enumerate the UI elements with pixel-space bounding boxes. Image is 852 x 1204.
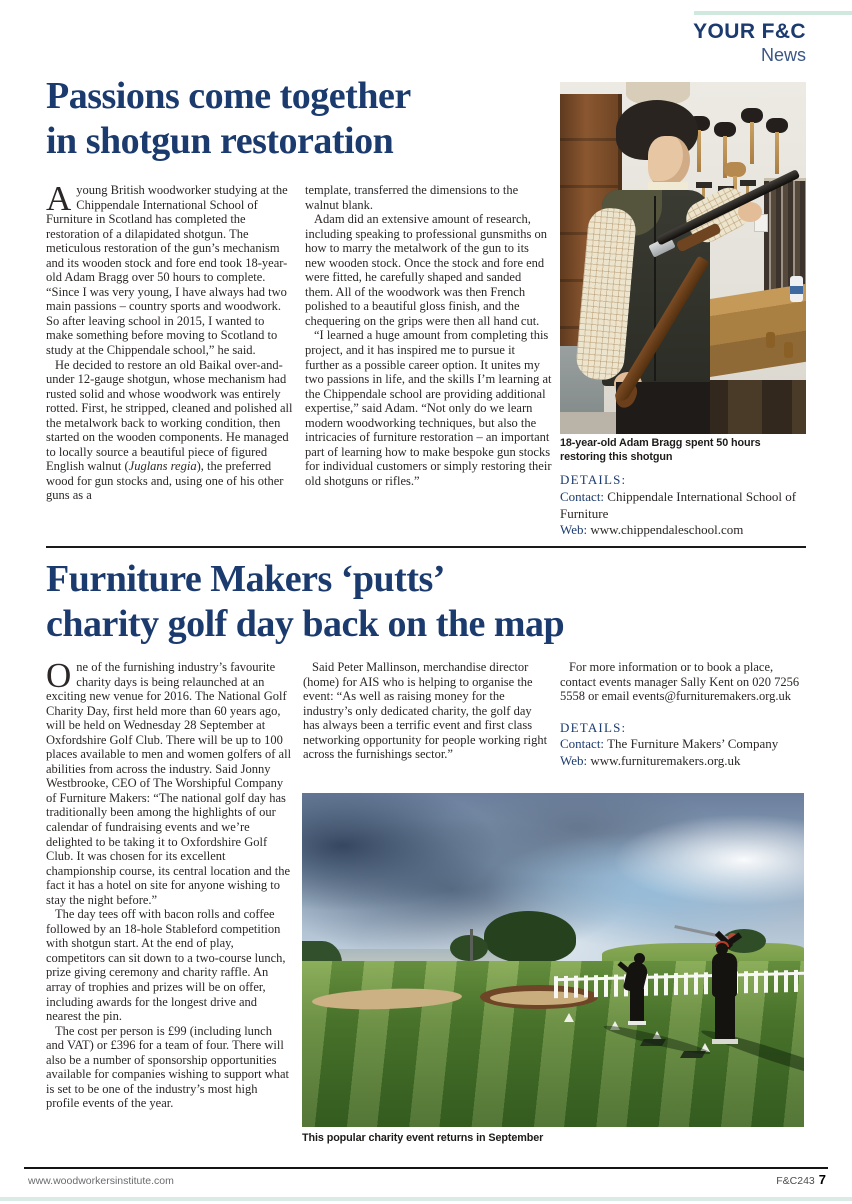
paragraph: template, transferred the dimensions to the walnut blank. — [305, 183, 519, 212]
latin-species-name: Juglans regia — [128, 459, 197, 474]
brand-title: YOUR F&C — [693, 20, 806, 43]
web-line — [560, 753, 806, 770]
contact-value: Chippendale International School of Furniture — [560, 488, 797, 521]
flag-pole — [470, 929, 473, 961]
bench-dog — [766, 332, 775, 348]
article2-column1 — [46, 656, 293, 1111]
golfer-legs — [630, 989, 644, 1023]
mallet-icon — [766, 118, 788, 133]
tee-marker — [564, 1013, 574, 1022]
contact-line — [560, 736, 806, 753]
paragraph: For more information or to book a place, contact events manager Sally Kent on 020 7256 5558 or email events@furnituremakers.org.uk — [560, 660, 800, 704]
article2-title — [46, 557, 564, 647]
person-face — [648, 136, 690, 186]
article1-title-line2: in shotgun restoration — [46, 120, 394, 162]
dropcap: A — [46, 179, 72, 218]
web-value: www.chippendaleschool.com — [590, 522, 744, 538]
mallet-icon — [741, 108, 763, 123]
paragraph-text: young British woodworker studying at the Chippendale International School of Furniture in Scotland has completed the restoration of a dilapidated shotgun. The meticulous restoration of the gun’s mechanism and its wooden stock and fore end took 18-year-old Adam Bragg over 50 hours to complete. “Since I was very young, I have always had two main passions – country sports and woodwork. So after leaving school in 2015, I wanted to make something before moving to Scotland to study at the Chippendale school,” he said. — [46, 183, 288, 358]
dropcap: O — [46, 656, 72, 695]
contact-value: The Furniture Makers’ Company — [607, 736, 779, 752]
page-number: 7 — [818, 1172, 826, 1187]
contact-label: Contact: — [560, 736, 605, 752]
glue-bottle — [790, 276, 803, 302]
hammer-icon — [740, 180, 756, 186]
web-label: Web: — [560, 522, 588, 538]
paragraph: The day tees off with bacon rolls and coffee followed by an 18-hole Stableford competition with shotgun start. At the end of play, competitors can sit down to a two-course lunch, prize giving ceremony and charity raffle. An array of trophies and prizes will be on offer, including awards for the longest drive and nearest the pin. — [46, 907, 286, 1024]
hammer-icon — [696, 182, 712, 188]
paragraph-text: ne of the furnishing industry’s favourite charity days is being relaunched at an exciting new venue for 2016. The National Golf Charity Day, first held more than 60 years ago, will be held on Wednesday 28 September at Oxfordshire Golf Club. There will be up to 100 places available to men and women golfers of all abilities from across the industry. Said Jonny Westbrooke, CEO of The Worshipful Company of Furniture Makers: “The national golf day has traditionally been among the highlights of our calendar of fundraising events and we’re delighted to be taking it to Oxfordshire Golf Club. It was chosen for its excellent championship course, its central location and the fact it has a hotel on site for anyone wishing to stay the night before.” — [46, 660, 292, 907]
paragraph: Said Peter Mallinson, merchandise director (home) for AIS who is helping to organise the event: “As well as raising money for the industry’s only dedicated charity, the golf day has always been a terrific event and first class networking opportunity for people working right across the furnishings sector.” — [303, 660, 548, 762]
photo1-caption: 18-year-old Adam Bragg spent 50 hours restoring this shotgun — [560, 437, 761, 463]
web-label: Web: — [560, 753, 588, 769]
teal-bottom-rule — [0, 1197, 852, 1201]
contact-label: Contact: — [560, 488, 605, 504]
article1-title — [46, 74, 411, 164]
article2-title-line1: Furniture Makers ‘putts’ — [46, 558, 445, 600]
article2-title-line2: charity golf day back on the map — [46, 603, 565, 645]
article-divider — [46, 546, 806, 548]
issue-code: F&C243 — [776, 1175, 815, 1187]
paragraph: “I learned a huge amount from completing this project, and it has inspired me to pursue it further as a possible career option. It unites my two passions in life, and the skills I’m learning at the Chippendale school are providing additional expertise,” said Adam. “Not only do we learn modern woodworking techniques, but also the intricacies of furniture restoration – an important part of learning how to make bespoke gun stocks for individual customers or simply restoring their old shotguns or rifles.” — [305, 328, 552, 488]
golfer-silhouette — [620, 953, 668, 1033]
bench-dog — [784, 342, 793, 358]
article1-column2 — [305, 183, 552, 503]
golfer-shoes — [712, 1039, 738, 1044]
paragraph: Adam did an extensive amount of research, including speaking to professional gunsmiths on how to marry the metalwork of the gun to its new wooden stock. Once the stock and fore end were fitted, he carefully shaped and sanded them. All of the woodwork was then French polished to a beautiful gloss finish, and the chequering on the grips were then all hand cut. — [305, 212, 547, 328]
article1-column1 — [46, 179, 293, 503]
article1-title-line1: Passions come together — [46, 75, 411, 117]
details-heading: DETAILS: — [560, 472, 627, 487]
golfer-swinging — [704, 931, 752, 1049]
mallet-icon — [714, 122, 736, 137]
details-heading: DETAILS: — [560, 719, 627, 735]
web-value: www.furnituremakers.org.uk — [590, 753, 741, 769]
paragraph-text: He decided to restore an old Baikal over-and-under 12-gauge shotgun, whose mechanism had rusted solid and whose woodwork was entirely rotted. First, he stripped, cleaned and polished all the metalwork back to working condition, then started on the wooden components. He managed to locally source a beautiful piece of figured English walnut ( — [46, 357, 293, 474]
wooden-mallet-icon — [724, 162, 746, 177]
workshop-photo — [560, 82, 806, 434]
footer-folio — [776, 1172, 826, 1187]
paragraph — [46, 358, 293, 503]
teal-top-rule — [694, 11, 852, 15]
brand-subtitle: News — [760, 45, 806, 65]
article1-details — [560, 472, 808, 539]
tree — [484, 911, 576, 963]
article1-body — [46, 179, 552, 503]
contact-line — [560, 489, 808, 523]
golfer-legs — [715, 993, 735, 1041]
tree — [450, 935, 488, 961]
web-line — [560, 522, 808, 539]
golf-course-photo — [302, 793, 804, 1127]
paragraph: The cost per person is £99 (including lunch and VAT) or £396 for a team of four. There will also be a number of sponsorship opportunities available for companies wishing to support what is set to be one of the industry’s most high profile events of the year. — [46, 1023, 289, 1111]
golfer-torso — [712, 953, 737, 997]
paragraph — [46, 656, 293, 907]
footer-rule — [24, 1167, 828, 1169]
paragraph — [46, 179, 293, 358]
photo2-caption: This popular charity event returns in September — [302, 1132, 544, 1144]
paragraph-text: ), the preferred wood for gun stocks and, using one of his other guns as a — [46, 459, 284, 503]
footer-website: www.woodworkersinstitute.com — [28, 1175, 174, 1187]
section-header — [693, 20, 806, 66]
golfer-shoes — [628, 1021, 646, 1025]
article2-details — [560, 720, 806, 770]
